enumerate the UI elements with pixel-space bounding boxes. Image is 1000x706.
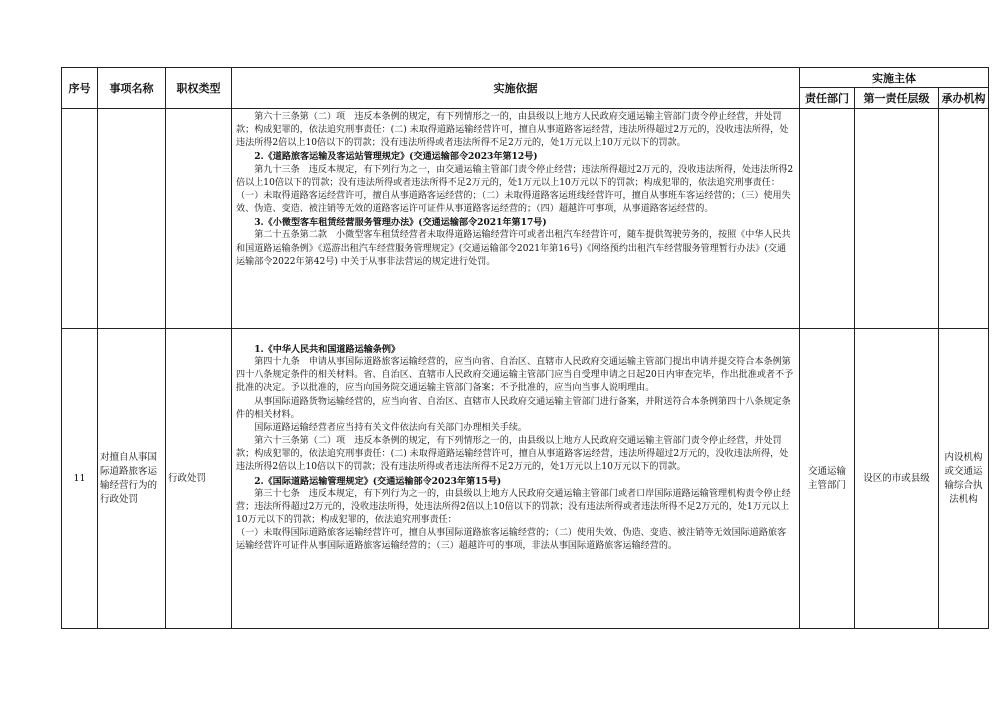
basis-cell — [232, 329, 800, 629]
law-title: 1.《中华人民共和国道路运输条例》 — [254, 344, 401, 355]
law-title: 2.《国际道路运输管理规定》(交通运输部令2023年第15号) — [254, 475, 502, 487]
level-cell: 设区的市或县级 — [855, 329, 939, 629]
seq-cell — [62, 109, 98, 329]
power-type-cell — [166, 109, 232, 329]
header-item-name: 事项名称 — [98, 68, 166, 109]
header-agency: 承办机构 — [939, 88, 989, 109]
basis-paragraph: 第九十三条 违反本规定，有下列行为之一，由交通运输主管部门责令停止经营；违法所得超过2万元的，没收违法所得，处违法所得2倍以上10倍以下的罚款；没有违法所得或者违法所得不足2万元的，处1万元以上10万元以下的罚款；构成犯罪的，依法追究刑事责任：（一）未取得道路客运经营许可，擅自从事道路客运经营的；（二）未取得道路客运班线经营许可，擅自从事班车客运经营的；（三）使用失效、伪造、变造、被注销等无效的道路客运许可证件从事道路客运经营的；（四）超越许可事项，从事道路客运经营的。 — [236, 164, 794, 215]
table-row — [62, 329, 989, 629]
header-level: 第一责任层级 — [855, 88, 939, 109]
basis-paragraph: 国际道路运输经营者应当持有关文件依法向有关部门办理相关手续。 — [254, 422, 528, 433]
basis-paragraph: 第六十三条第（二）项 违反本条例的规定，有下列情形之一的，由县级以上地方人民政府交通运输主管部门责令停止经营，并处罚款；构成犯罪的，依法追究刑事责任：(二) 未取得道路运输经营许可，擅自从事道路客运经营，违法所得超过2万元的，没收违法所得，处违法所得2倍以上10倍以下的罚款；没有违法所得或者违法所得不足2万元的，处1万元以上10万元以下的罚款。 — [236, 112, 789, 149]
basis-paragraph: 第三十七条 违反本规定，有下列行为之一的，由县级以上地方人民政府交通运输主管部门或者口岸国际道路运输管理机构责令停止经营；违法所得超过2万元的，没收违法所得，处违法所得2倍以上10倍以下的罚款；没有违法所得或者违法所得不足2万元的，处1万元以上10万元以下的罚款；构成犯罪的，依法追究刑事责任： — [236, 488, 791, 526]
agency-cell — [939, 109, 989, 329]
law-title: 2.《道路旅客运输及客运站管理规定》(交通运输部令2023年第12号) — [254, 151, 538, 163]
level-cell — [855, 109, 939, 329]
item-name-cell: 对擅自从事国际道路旅客运输经营行为的行政处罚 — [98, 329, 166, 629]
header-power-type: 职权类型 — [166, 68, 232, 109]
dept-cell: 交通运输主管部门 — [800, 329, 855, 629]
basis-paragraph: 第二十五条第二款 小微型客车租赁经营者未取得道路运输经营许可或者出租汽车经营许可，随车提供驾驶劳务的，按照《中华人民共和国道路运输条例》《巡游出租汽车经营服务管理规定》(交通运输部令2021年第16号)《网络预约出租汽车经营服务管理暂行办法》(交通运输部令2022年第42号) 中关于从事非法营运的规定进行处罚。 — [236, 230, 791, 267]
enforcement-table — [61, 67, 989, 629]
table-row — [62, 109, 989, 329]
law-title: 3.《小微型客车租赁经营服务管理办法》(交通运输部令2021年第17号) — [254, 217, 547, 229]
basis-paragraph: 从事国际道路货物运输经营的，应当向省、自治区、直辖市人民政府交通运输主管部门进行备案，并附送符合本条例第四十八条规定条件的相关材料。 — [236, 396, 791, 420]
item-name-cell — [98, 109, 166, 329]
agency-cell: 内设机构或交通运输综合执法机构 — [939, 329, 989, 629]
header-basis: 实施依据 — [232, 68, 800, 109]
basis-cell — [232, 109, 800, 329]
basis-paragraph: （一）未取得国际道路旅客运输经营许可，擅自从事国际道路旅客运输经营的；（二）使用失效、伪造、变造、被注销等无效国际道路旅客运输经营许可证件从事国际道路旅客运输经营的；（三）超越许可的事项，非法从事国际道路旅客运输经营的。 — [236, 528, 787, 552]
power-type-cell: 行政处罚 — [166, 329, 232, 629]
dept-cell — [800, 109, 855, 329]
header-dept: 责任部门 — [800, 88, 855, 109]
seq-cell: 11 — [62, 329, 98, 629]
basis-paragraph: 第六十三条第（二）项 违反本条例的规定，有下列情形之一的，由县级以上地方人民政府交通运输主管部门责令停止经营，并处罚款；构成犯罪的，依法追究刑事责任：(二) 未取得道路运输经营许可，擅自从事道路客运经营，违法所得超过2万元的，没收违法所得，处违法所得2倍以上10倍以下的罚款；没有违法所得或者违法所得不足2万元的，处1万元以上10万元以下的罚款。 — [236, 436, 789, 473]
header-seq: 序号 — [62, 68, 98, 109]
basis-paragraph: 第四十九条 申请从事国际道路旅客运输经营的，应当向省、自治区、直辖市人民政府交通运输主管部门提出申请并提交符合本条例第四十八条规定条件的相关材料。省、自治区、直辖市人民政府交通运输主管部门应当自受理申请之日起20日内审查完毕，作出批准或者不予批准的决定。予以批准的，应当向国务院交通运输主管部门备案；不予批准的，应当向当事人说明理由。 — [236, 357, 794, 394]
header-subject: 实施主体 — [800, 68, 989, 88]
